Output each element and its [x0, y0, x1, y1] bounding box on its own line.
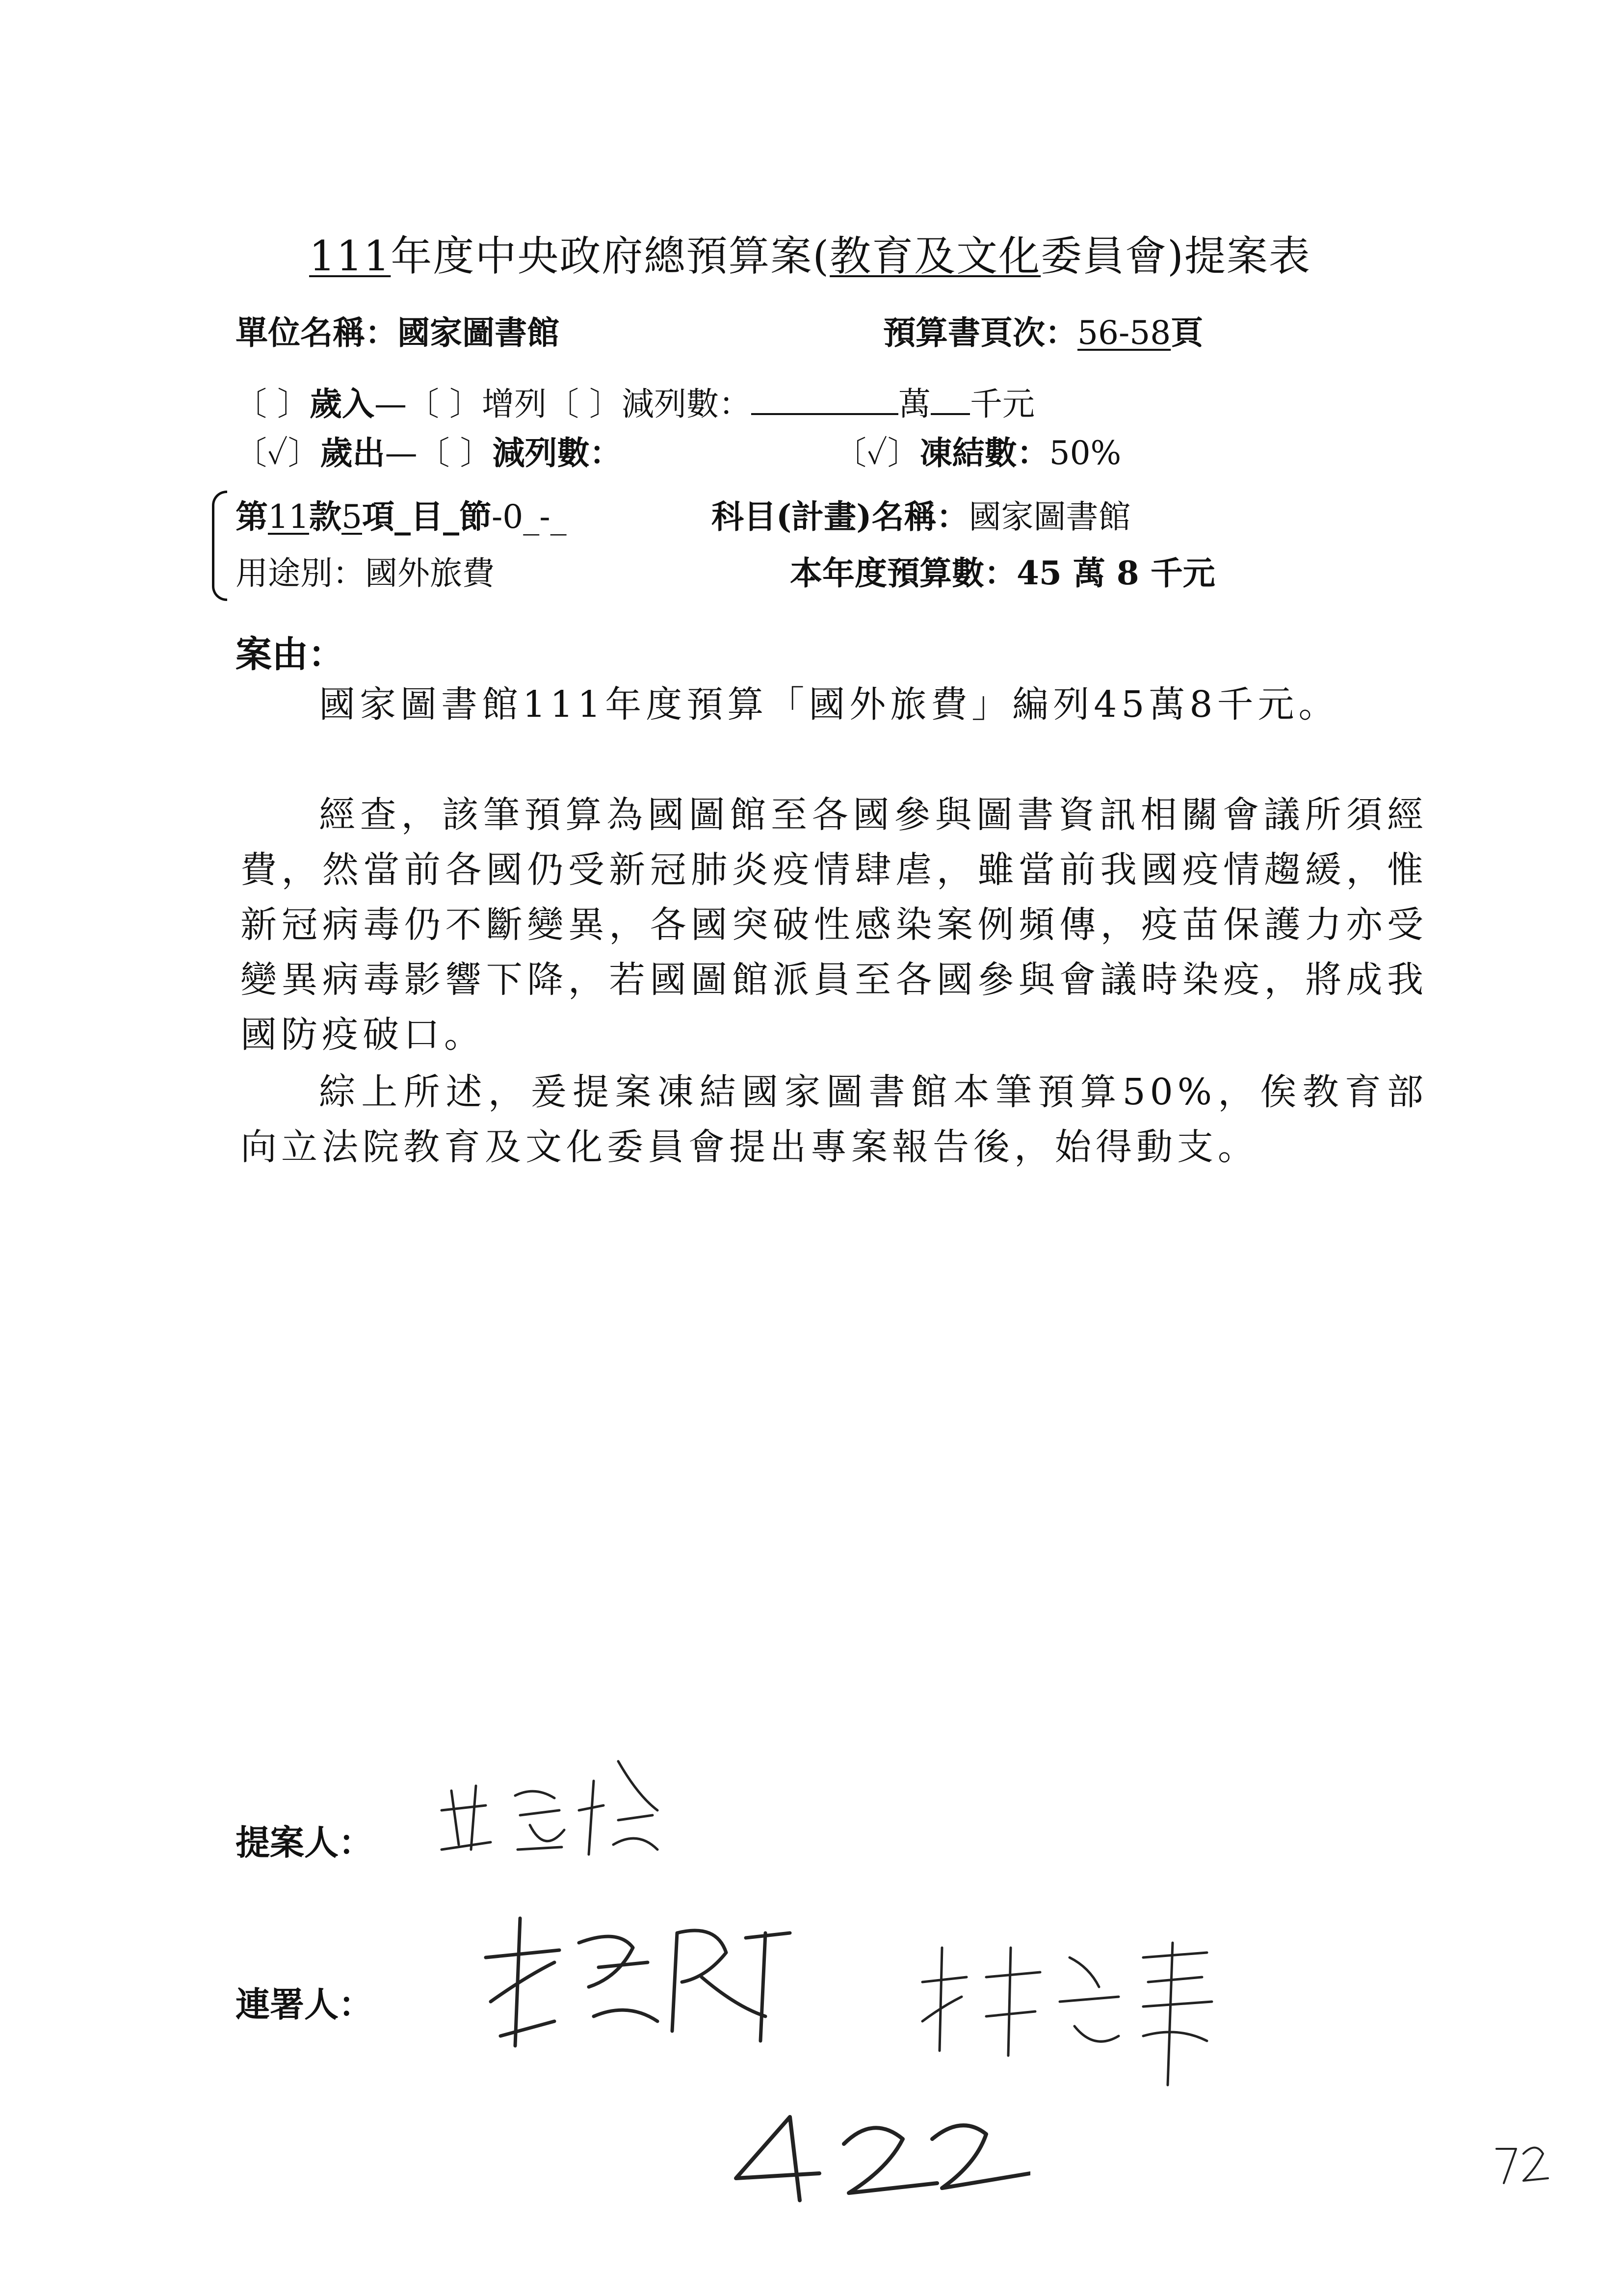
page-ref-label: 預算書頁次： [883, 313, 1077, 352]
paragraph-1: 國家圖書館111年度預算「國外旅費」編列45萬8千元。 [319, 683, 1339, 726]
expense-box: 〔✓〕 [235, 434, 320, 472]
paragraph-2: 經查，該筆預算為國圖館至各國參與圖書資訊相關會議所須經費，然當前各國仍受新冠肺炎疫情肆虐，雖當前我國疫情趨緩，惟新冠病毒仍不斷變異，各國突破性感染案例頻傳，疫苗保護力亦受變異病毒影響下降，若國圖館派員至各國參與會議時染疫，將成我國防疫破口。 [240, 794, 1428, 1056]
item-line [236, 491, 567, 537]
revenue-line [235, 378, 1035, 424]
increase-label: 增列 [481, 385, 547, 423]
unit-row [236, 307, 559, 353]
page-ref-row [883, 307, 1203, 353]
item-tail: -0_-_ [491, 498, 567, 536]
freeze-value: 50% [1049, 434, 1122, 472]
reason-label: 案由： [236, 633, 344, 676]
usage-line [236, 547, 495, 594]
revenue-dash: — [374, 385, 407, 423]
page-ref-suffix: 頁 [1171, 313, 1204, 352]
kuan-number: 11 [268, 498, 309, 536]
budget-label: 本年度預算數： [790, 554, 1017, 592]
expense-decrease-box: 〔 〕 [417, 434, 493, 472]
title-year: 111 [309, 232, 391, 280]
xiang-number: 5 [341, 498, 362, 536]
title-committee: 教育及文化 [830, 232, 1041, 280]
handwritten-number-422 [726, 2110, 1030, 2208]
thousand-unit: 千元 [969, 385, 1035, 423]
expense-line [235, 427, 622, 473]
title-part2: 委員會)提案表 [1041, 232, 1311, 280]
thousand-blank [931, 413, 970, 415]
jie-label: _節 [443, 497, 492, 536]
document-title [309, 223, 1311, 283]
decrease-label: 減列數： [621, 385, 751, 423]
usage-label: 用途別： [236, 554, 365, 592]
kuan-label: 款 [309, 497, 341, 536]
subject-label: 科目(計畫)名稱： [711, 497, 969, 536]
item-di: 第 [236, 497, 268, 536]
expense-dash: — [385, 434, 418, 472]
amount-blank [751, 413, 898, 415]
revenue-box: 〔 〕 [235, 385, 310, 423]
budget-group [790, 547, 1215, 594]
corner-page-mark [1492, 2139, 1550, 2188]
freeze-group [834, 427, 1121, 473]
paragraph-3: 綜上所述，爰提案凍結國家圖書館本筆預算50%，俟教育部向立法院教育及文化委員會提出專案報告後，始得動支。 [240, 1071, 1428, 1168]
decrease-box: 〔 〕 [546, 385, 622, 423]
unit-value: 國家圖書館 [397, 313, 559, 352]
revenue-label: 歲入 [309, 385, 374, 423]
subject-value: 國家圖書館 [969, 498, 1131, 536]
freeze-box: 〔✓〕 [834, 434, 920, 472]
proposer-label: 提案人： [236, 1822, 373, 1863]
freeze-label: 凍結數： [919, 434, 1049, 472]
expense-label: 歲出 [320, 434, 385, 472]
xiang-label: 項 [362, 497, 394, 536]
cosigner-signature-1 [471, 1904, 824, 2056]
page-ref-value: 56-58 [1077, 314, 1171, 352]
increase-box: 〔 〕 [406, 385, 482, 423]
subject-group [711, 491, 1130, 537]
usage-value: 國外旅費 [365, 554, 495, 592]
title-part1: 年度中央政府總預算案( [391, 232, 830, 280]
unit-label: 單位名稱： [236, 313, 397, 352]
item-bracket [212, 491, 227, 601]
cosigner-label: 連署人： [236, 1984, 373, 2025]
budget-value: 45 萬 8 千元 [1017, 554, 1215, 592]
mu-label: _目 [394, 497, 443, 536]
cosigner-signature-2 [913, 1928, 1227, 2090]
proposer-signature [432, 1751, 707, 1864]
wan-unit: 萬 [898, 385, 931, 423]
expense-decrease-label: 減列數： [492, 434, 622, 472]
